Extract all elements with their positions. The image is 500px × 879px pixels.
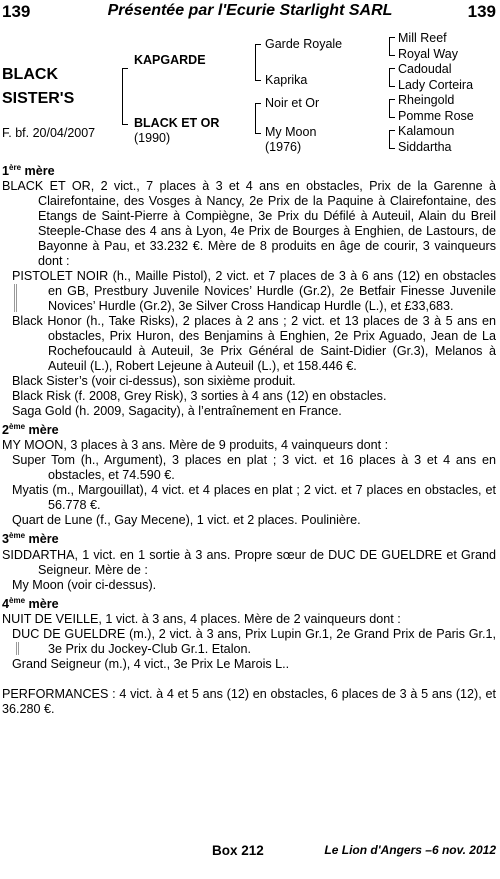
sale-place-date: Le Lion d'Angers –6 nov. 2012 (324, 843, 496, 857)
fourth-dam-paragraph: NUIT DE VEILLE, 1 vict. à 3 ans, 4 places. Mère de 2 vainqueurs dont : (2, 611, 401, 626)
dam-year: (1990) (134, 131, 171, 145)
g3-2: Royal Way (398, 47, 458, 61)
page-header (0, 0, 500, 24)
entry-pistolet-noir: PISTOLET NOIR (h., Maille Pistol), 2 vict. et 7 places de 3 à 6 ans (12) en obstacles en GB, Prestbury Juvenile Novices’ Hurdle (Gr.2), 2e Betfair Finesse Juvenile Novices’ Hurdle (Gr.2), 3e Silver Cross Handicap Hurdle (L.), et £33,683. (12, 269, 496, 314)
entry-duc-de-gueldre: DUC DE GUELDRE (m.), 2 vict. à 3 ans, Prix Lupin Gr.1, 2e Grand Prix de Paris Gr.1, 3e Prix du Jockey-Club Gr.1. Etalon. (12, 626, 496, 656)
dam-dam-year: (1976) (265, 140, 302, 154)
page-footer (0, 843, 500, 863)
entry-quart-de-lune: Quart de Lune (f., Gay Mecene), 1 vict. et 2 places. Poulinière. (12, 513, 361, 528)
consignor-title: Présentée par l'Ecurie Starlight SARL (107, 2, 393, 19)
entry-black-sisters: Black Sister’s (voir ci-dessus), son sixième produit. (12, 374, 296, 389)
first-dam-paragraph: BLACK ET OR, 2 vict., 7 places à 3 et 4 ans en obstacles, Prix de la Garenne à Clairefontaine, des Vosges à Nancy, 2e Prix de la Paquine à Clairefontaine, des Etangs de Saint-Pierre à Compiègne, 3e Prix du Défilé à Auteuil, Alain du Breil Steeple-Chase des 4 ans à Lyon, 4e Prix de Bourges à Enghien, de Lastours, de Bayonne à Pau, et 33.232 €. Mère de 8 produits en âge de courir, 3 vainqueurs dont : (2, 179, 496, 269)
lot-number-left: 139 (2, 2, 31, 21)
performances: PERFORMANCES : 4 vict. à 4 et 5 ans (12) en obstacles, 6 places de 3 à 5 ans (12), et 36.280 €. (2, 686, 496, 716)
horse-details: F. bf. 20/04/2007 (2, 126, 96, 140)
bracket-dam (255, 103, 256, 133)
section-third-dam: 3ème mère (2, 531, 59, 547)
horse-name-line1: BLACK (2, 66, 58, 83)
g3-4: Lady Corteira (398, 78, 474, 92)
bracket-sire (255, 44, 256, 80)
entry-myatis: Myatis (m., Margouillat), 4 vict. et 4 places en plat ; 2 vict. et 7 places en obstacles, et 56.778 €. (12, 483, 496, 513)
sire-dam: Kaprika (265, 73, 308, 87)
lot-number-right: 139 (467, 2, 496, 21)
g3-3: Cadoudal (398, 62, 452, 76)
entry-black-risk: Black Risk (f. 2008, Grey Risk), 3 sorties à 4 ans (12) en obstacles. (12, 389, 387, 404)
entry-saga-gold: Saga Gold (h. 2009, Sagacity), à l’entraînement en France. (12, 404, 342, 419)
bracket-gen1 (122, 68, 123, 124)
horse-name-line2: SISTER'S (2, 90, 75, 107)
family-text (2, 160, 496, 717)
sire-sire: Garde Royale (265, 37, 343, 51)
entry-grand-seigneur: Grand Seigneur (m.), 4 vict., 3e Prix Le Marois L.. (12, 656, 290, 671)
g3-5: Rheingold (398, 93, 455, 107)
g3-6: Pomme Rose (398, 109, 474, 123)
g3-8: Siddartha (398, 140, 452, 154)
dam-sire: Noir et Or (265, 96, 320, 110)
third-dam-paragraph: SIDDARTHA, 1 vict. en 1 sortie à 3 ans. Propre sœur de DUC DE GUELDRE et Grand Seigneur. Mère de : (2, 547, 496, 577)
section-fourth-dam: 4ème mère (2, 595, 59, 611)
sire-name: KAPGARDE (134, 53, 206, 67)
box-number: Box 212 (212, 843, 264, 858)
g3-1: Mill Reef (398, 31, 447, 45)
dam-name: BLACK ET OR (134, 116, 220, 130)
g3-7: Kalamoun (398, 124, 455, 138)
entry-super-tom: Super Tom (h., Argument), 3 places en plat ; 3 vict. et 16 places à 3 et 4 ans en obstacles, et 74.590 €. (12, 453, 496, 483)
entry-black-honor: Black Honor (h., Take Risks), 2 places à 2 ans ; 2 vict. et 13 places de 3 à 5 ans en obstacles, Prix Huron, des Benjamins à Enghien, 2e Prix Aguado, Jean de La Rochefoucauld à Auteuil, 3e Prix Général de Saint-Didier (Gr.3), Melanos à Auteuil (L.), Robert Lejeune à Auteuil (L.), et 158.446 €. (12, 314, 496, 374)
dam-dam: My Moon (265, 125, 317, 139)
section-second-dam: 2ème mère (2, 422, 59, 438)
entry-my-moon: My Moon (voir ci-dessus). (12, 577, 157, 592)
section-first-dam: 1ère mère (2, 163, 55, 179)
second-dam-paragraph: MY MOON, 3 places à 3 ans. Mère de 9 produits, 4 vainqueurs dont : (2, 438, 389, 453)
